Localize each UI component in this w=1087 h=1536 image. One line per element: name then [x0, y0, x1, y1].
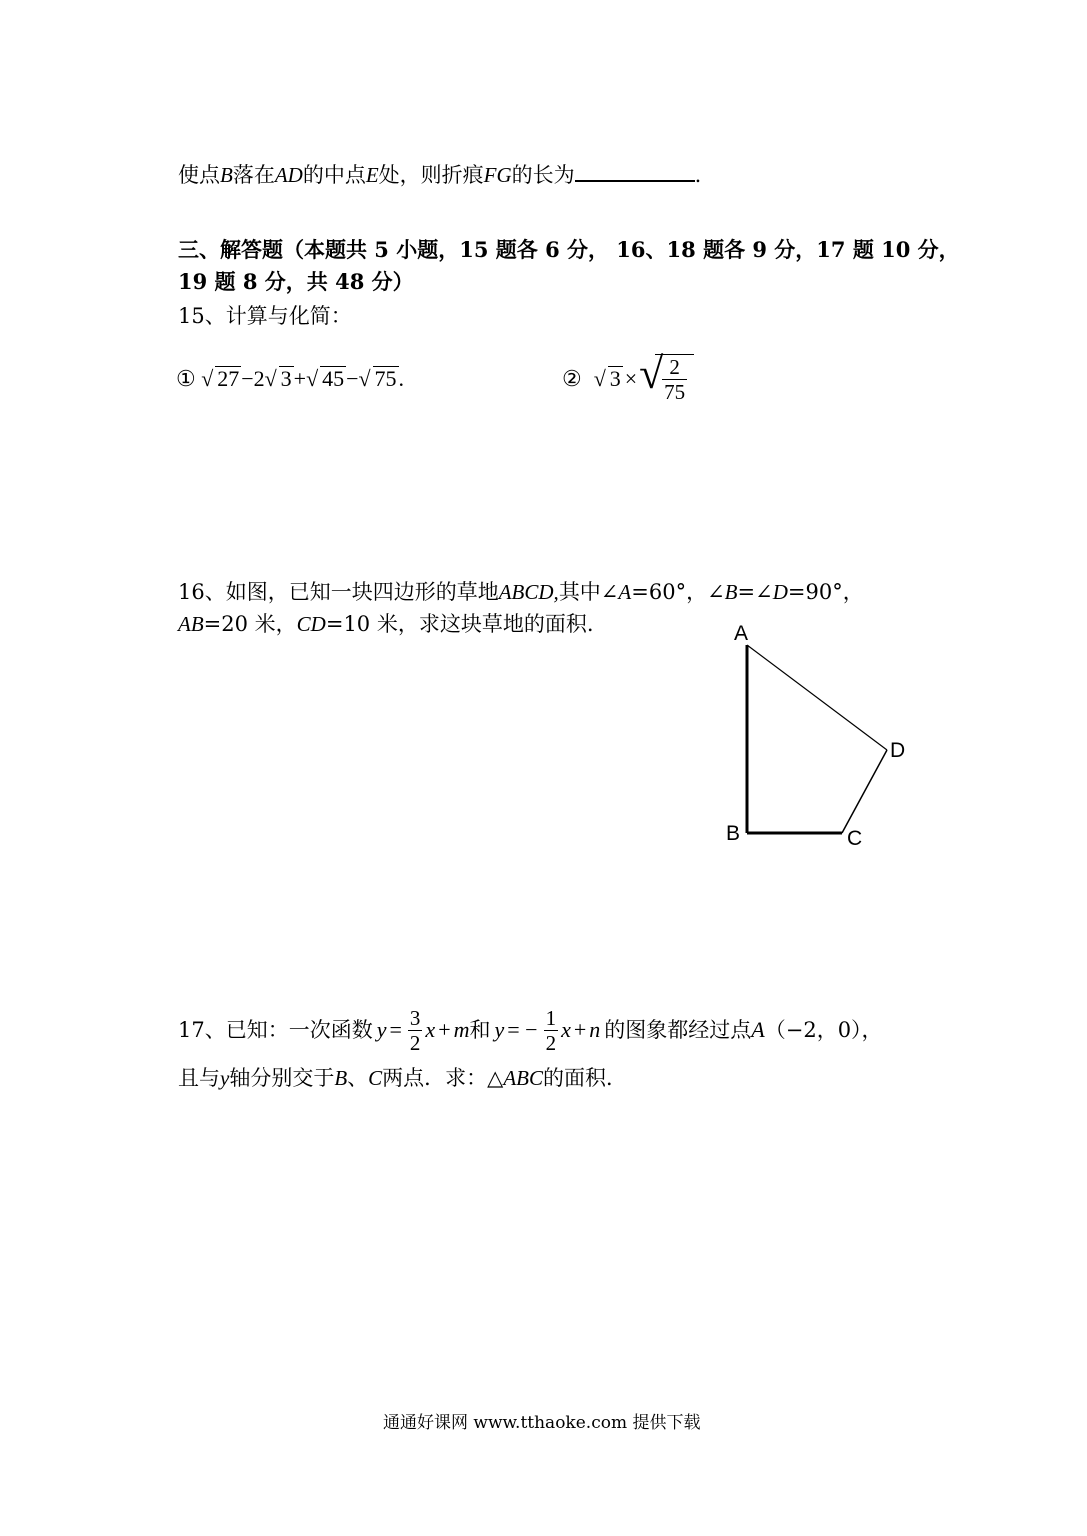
- label-d: D: [890, 739, 906, 762]
- q15-part2: ② √ 3 × √ $\frac{2}{75}$: [562, 346, 694, 412]
- radical-27: √ 27: [201, 366, 240, 391]
- q16-line1: 16、如图，已知一块四边形的草地ABCD,其中∠A=60°，∠B=∠D=90°，: [178, 580, 864, 604]
- q17-line1: 17、已知：一次函数 y = $\frac{3}{2}$ x + m 和 y = − $\frac{1}{2}$ x + n 的图象都经过点 A （−2，0），: [178, 1005, 883, 1055]
- point-e: E: [365, 163, 379, 187]
- q15-title: 15、计算与化简：: [178, 304, 352, 328]
- radical-fraction: √ $\frac{2}{75}$: [639, 354, 694, 404]
- page-footer: 通通好课网 www.tthaoke.com 提供下载: [383, 1413, 701, 1433]
- segment-ad: AD: [274, 163, 303, 187]
- side-ad: [747, 645, 887, 750]
- radical-75: √ 75: [358, 366, 397, 391]
- fold-question-line: 使点B落在AD的中点E处，则折痕FG的长为 .: [178, 163, 702, 187]
- radical-3: √ 3: [264, 366, 292, 391]
- radical-45: √ 45: [306, 366, 345, 391]
- section-heading-line2: 19 题 8 分，共 48 分）: [178, 269, 414, 294]
- point-b: B: [220, 163, 233, 187]
- side-cd: [842, 750, 887, 833]
- q15-part1: ① √ 27−2 √ 3+ √ 45− √ 75.: [176, 364, 404, 394]
- section-heading-line1: 三、解答题（本题共 5 小题，15 题各 6 分， 16、18 题各 9 分，17 题 10 分，: [178, 237, 960, 262]
- answer-blank: [575, 162, 695, 182]
- segment-fg: FG: [483, 163, 512, 187]
- label-b: B: [726, 822, 741, 845]
- radical-3b: √ 3: [593, 366, 621, 391]
- label-c: C: [847, 827, 863, 850]
- q16-line2: AB=20 米，CD=10 米，求这块草地的面积.: [178, 612, 594, 636]
- q17-line2: 且与y轴分别交于B、C两点．求：△ABC的面积．: [178, 1066, 627, 1090]
- label-a: A: [734, 622, 749, 645]
- quadrilateral-figure: [720, 615, 920, 855]
